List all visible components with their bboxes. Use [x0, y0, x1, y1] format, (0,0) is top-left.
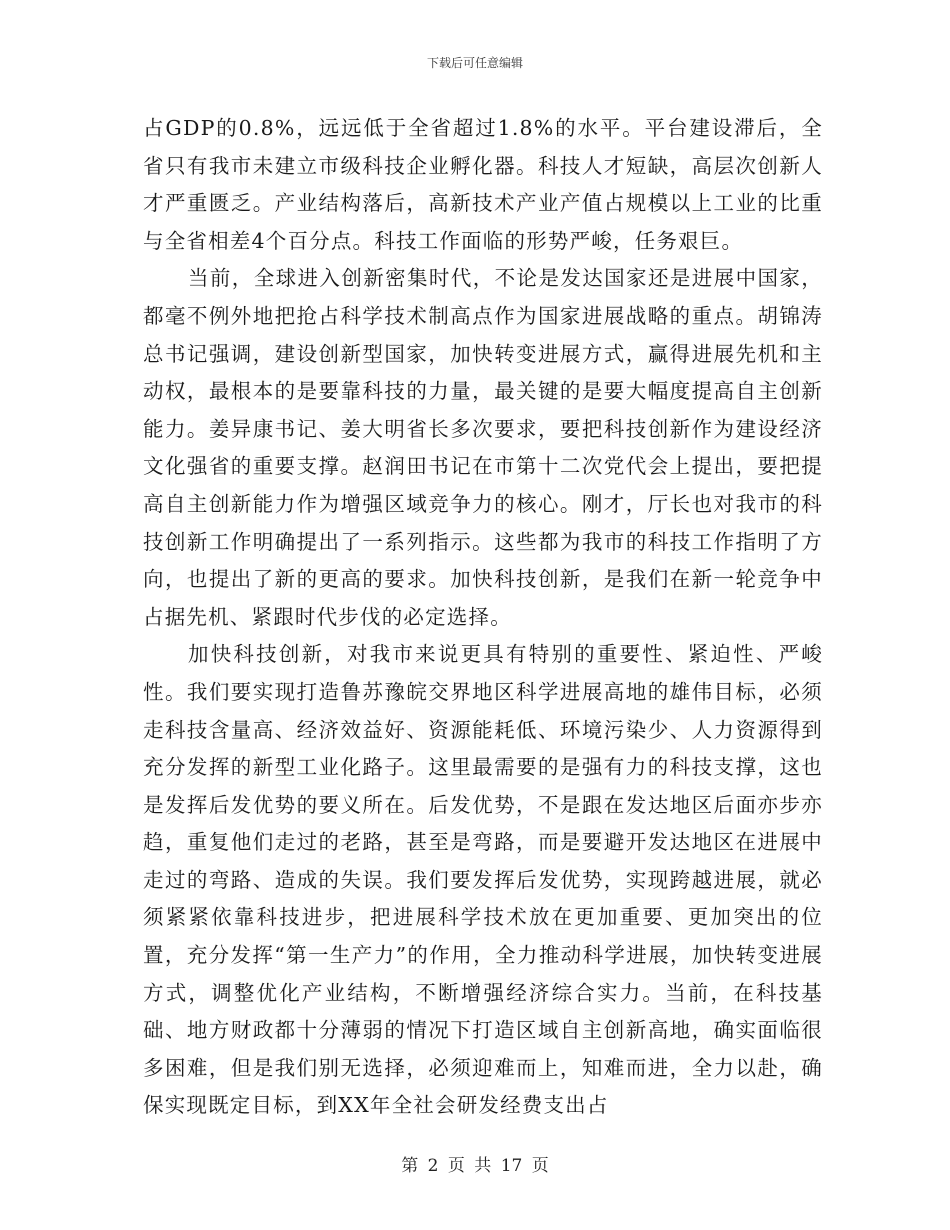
page-number-footer: 第 2 页 共 17 页 [401, 1156, 549, 1176]
document-body [143, 110, 823, 1125]
paragraph-continuation: 占GDP的0.8%，远远低于全省超过1.8%的水平。平台建设滞后，全省只有我市未建立市级科技企业孵化器。科技人才短缺，高层次创新人才严重匮乏。产业结构落后，高新技术产业产值占规模以上工业的比重与全省相差4个百分点。科技工作面临的形势严峻，任务艰巨。 [143, 116, 823, 253]
paragraph-global-innovation: 当前，全球进入创新密集时代，不论是发达国家还是进展中国家，都毫不例外地把抢占科学技术制高点作为国家进展战略的重点。胡锦涛总书记强调，建设创新型国家，加快转变进展方式，赢得进展先机和主动权，最根本的是要靠科技的力量，最关键的是要大幅度提高自主创新能力。姜异康书记、姜大明省长多次要求，要把科技创新作为建设经济文化强省的重要支撑。赵润田书记在市第十二次党代会上提出，要把提高自主创新能力作为增强区域竞争力的核心。刚才，厅长也对我市的科技创新工作明确提出了一系列指示。这些都为我市的科技工作指明了方向，也提出了新的更高的要求。加快科技创新，是我们在新一轮竞争中占据先机、紧跟时代步伐的必定选择。 [143, 266, 823, 629]
page-header-note: 下载后可任意编辑 [426, 56, 523, 70]
paragraph-accelerate-innovation: 加快科技创新，对我市来说更具有特别的重要性、紧迫性、严峻性。我们要实现打造鲁苏豫皖交界地区科学进展高地的雄伟目标，必须走科技含量高、经济效益好、资源能耗低、环境污染少、人力资源得到充分发挥的新型工业化路子。这里最需要的是强有力的科技支撑，这也是发挥后发优势的要义所在。后发优势，不是跟在发达地区后面亦步亦趋，重复他们走过的老路，甚至是弯路，而是要避开发达地区在进展中走过的弯路、造成的失误。我们要发挥后发优势，实现跨越进展，就必须紧紧依靠科技进步，把进展科学技术放在更加重要、更加突出的位置，充分发挥“第一生产力”的作用，全力推动科学进展，加快转变进展方式，调整优化产业结构，不断增强经济综合实力。当前，在科技基础、地方财政都十分薄弱的情况下打造区域自主创新高地，确实面临很多困难，但是我们别无选择，必须迎难而上，知难而进，全力以赴，确保实现既定目标，到XX年全社会研发经费支出占 [143, 642, 823, 1118]
